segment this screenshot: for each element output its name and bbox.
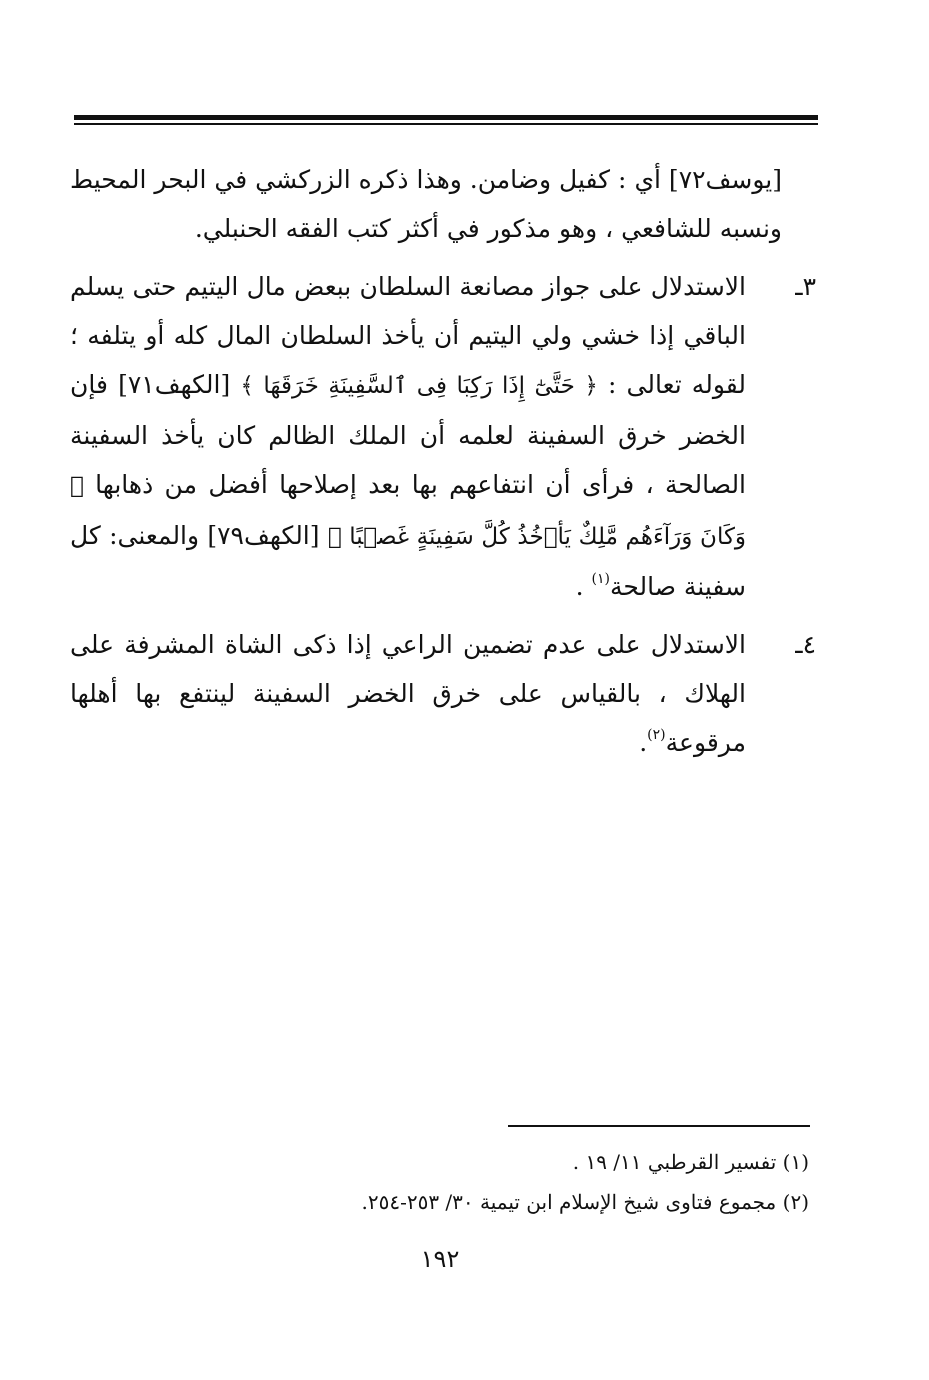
- item-3-text-a: الاستدلال على جواز مصانعة السلطان ببعض مال اليتيم حتى يسلم الباقي إذا خشي ولي اليتيم أن يأخذ السلطان المال كله أو يتلفه ؛ لقوله تعالى :: [70, 272, 746, 399]
- quran-quote: ﴿ حَتَّىٰٓ إِذَا رَكِبَا فِى ٱلسَّفِينَةِ خَرَقَهَا ﴾: [240, 373, 598, 399]
- item-3-text-c: [الكهف٧٩] والمعنى: كل سفينة صالحة: [70, 521, 746, 601]
- item-4-text: الاستدلال على عدم تضمين الراعي إذا ذكى الشاة المشرفة على الهلاك ، بالقياس على خرق الخضر السفينة لينتفع بها أهلها مرقوعة: [70, 630, 746, 757]
- item-3-ending: .: [575, 572, 584, 601]
- list-item-4: [70, 620, 816, 767]
- list-marker: ٤ـ: [795, 630, 816, 659]
- header-rule-thin: [74, 123, 818, 125]
- page-number: ١٩٢: [420, 1245, 460, 1273]
- item-4-ending: .: [639, 728, 648, 757]
- item-3-text-b: [الكهف٧١] فإن الخضر خرق السفينة لعلمه أن الملك الظالم كان يأخذ السفينة الصالحة ، فرأى أن انتفاعهم بها بعد إصلاحها أفضل من ذهابها: [70, 370, 747, 499]
- footnote-ref[interactable]: (١): [591, 571, 610, 587]
- main-text: [70, 155, 816, 776]
- quran-quote: ﴿ وَكَانَ وَرَآءَهُم مَّلِكٌ يَأۡخُذُ كُلَّ سَفِينَةٍ غَصۡبًا ﴾: [70, 473, 747, 550]
- footnote-1: (١) تفسير القرطبي ١١/ ١٩ .: [572, 1150, 809, 1174]
- footnote-ref[interactable]: (٢): [647, 727, 666, 743]
- intro-paragraph: [يوسف٧٢] أي : كفيل وضامن. وهذا ذكره الزركشي في البحر المحيط ونسبه للشافعي ، وهو مذكور في أكثر كتب الفقه الحنبلي.: [70, 165, 782, 243]
- list-item-3: [70, 262, 816, 611]
- header-rule-thick: [74, 115, 818, 120]
- footnotes: [109, 1142, 809, 1222]
- footnote-2: (٢) مجموع فتاوى شيخ الإسلام ابن تيمية ٣٠/ ٢٥٣-٢٥٤.: [361, 1190, 809, 1214]
- footnote-separator: [508, 1125, 810, 1127]
- list-marker: ٣ـ: [795, 272, 816, 301]
